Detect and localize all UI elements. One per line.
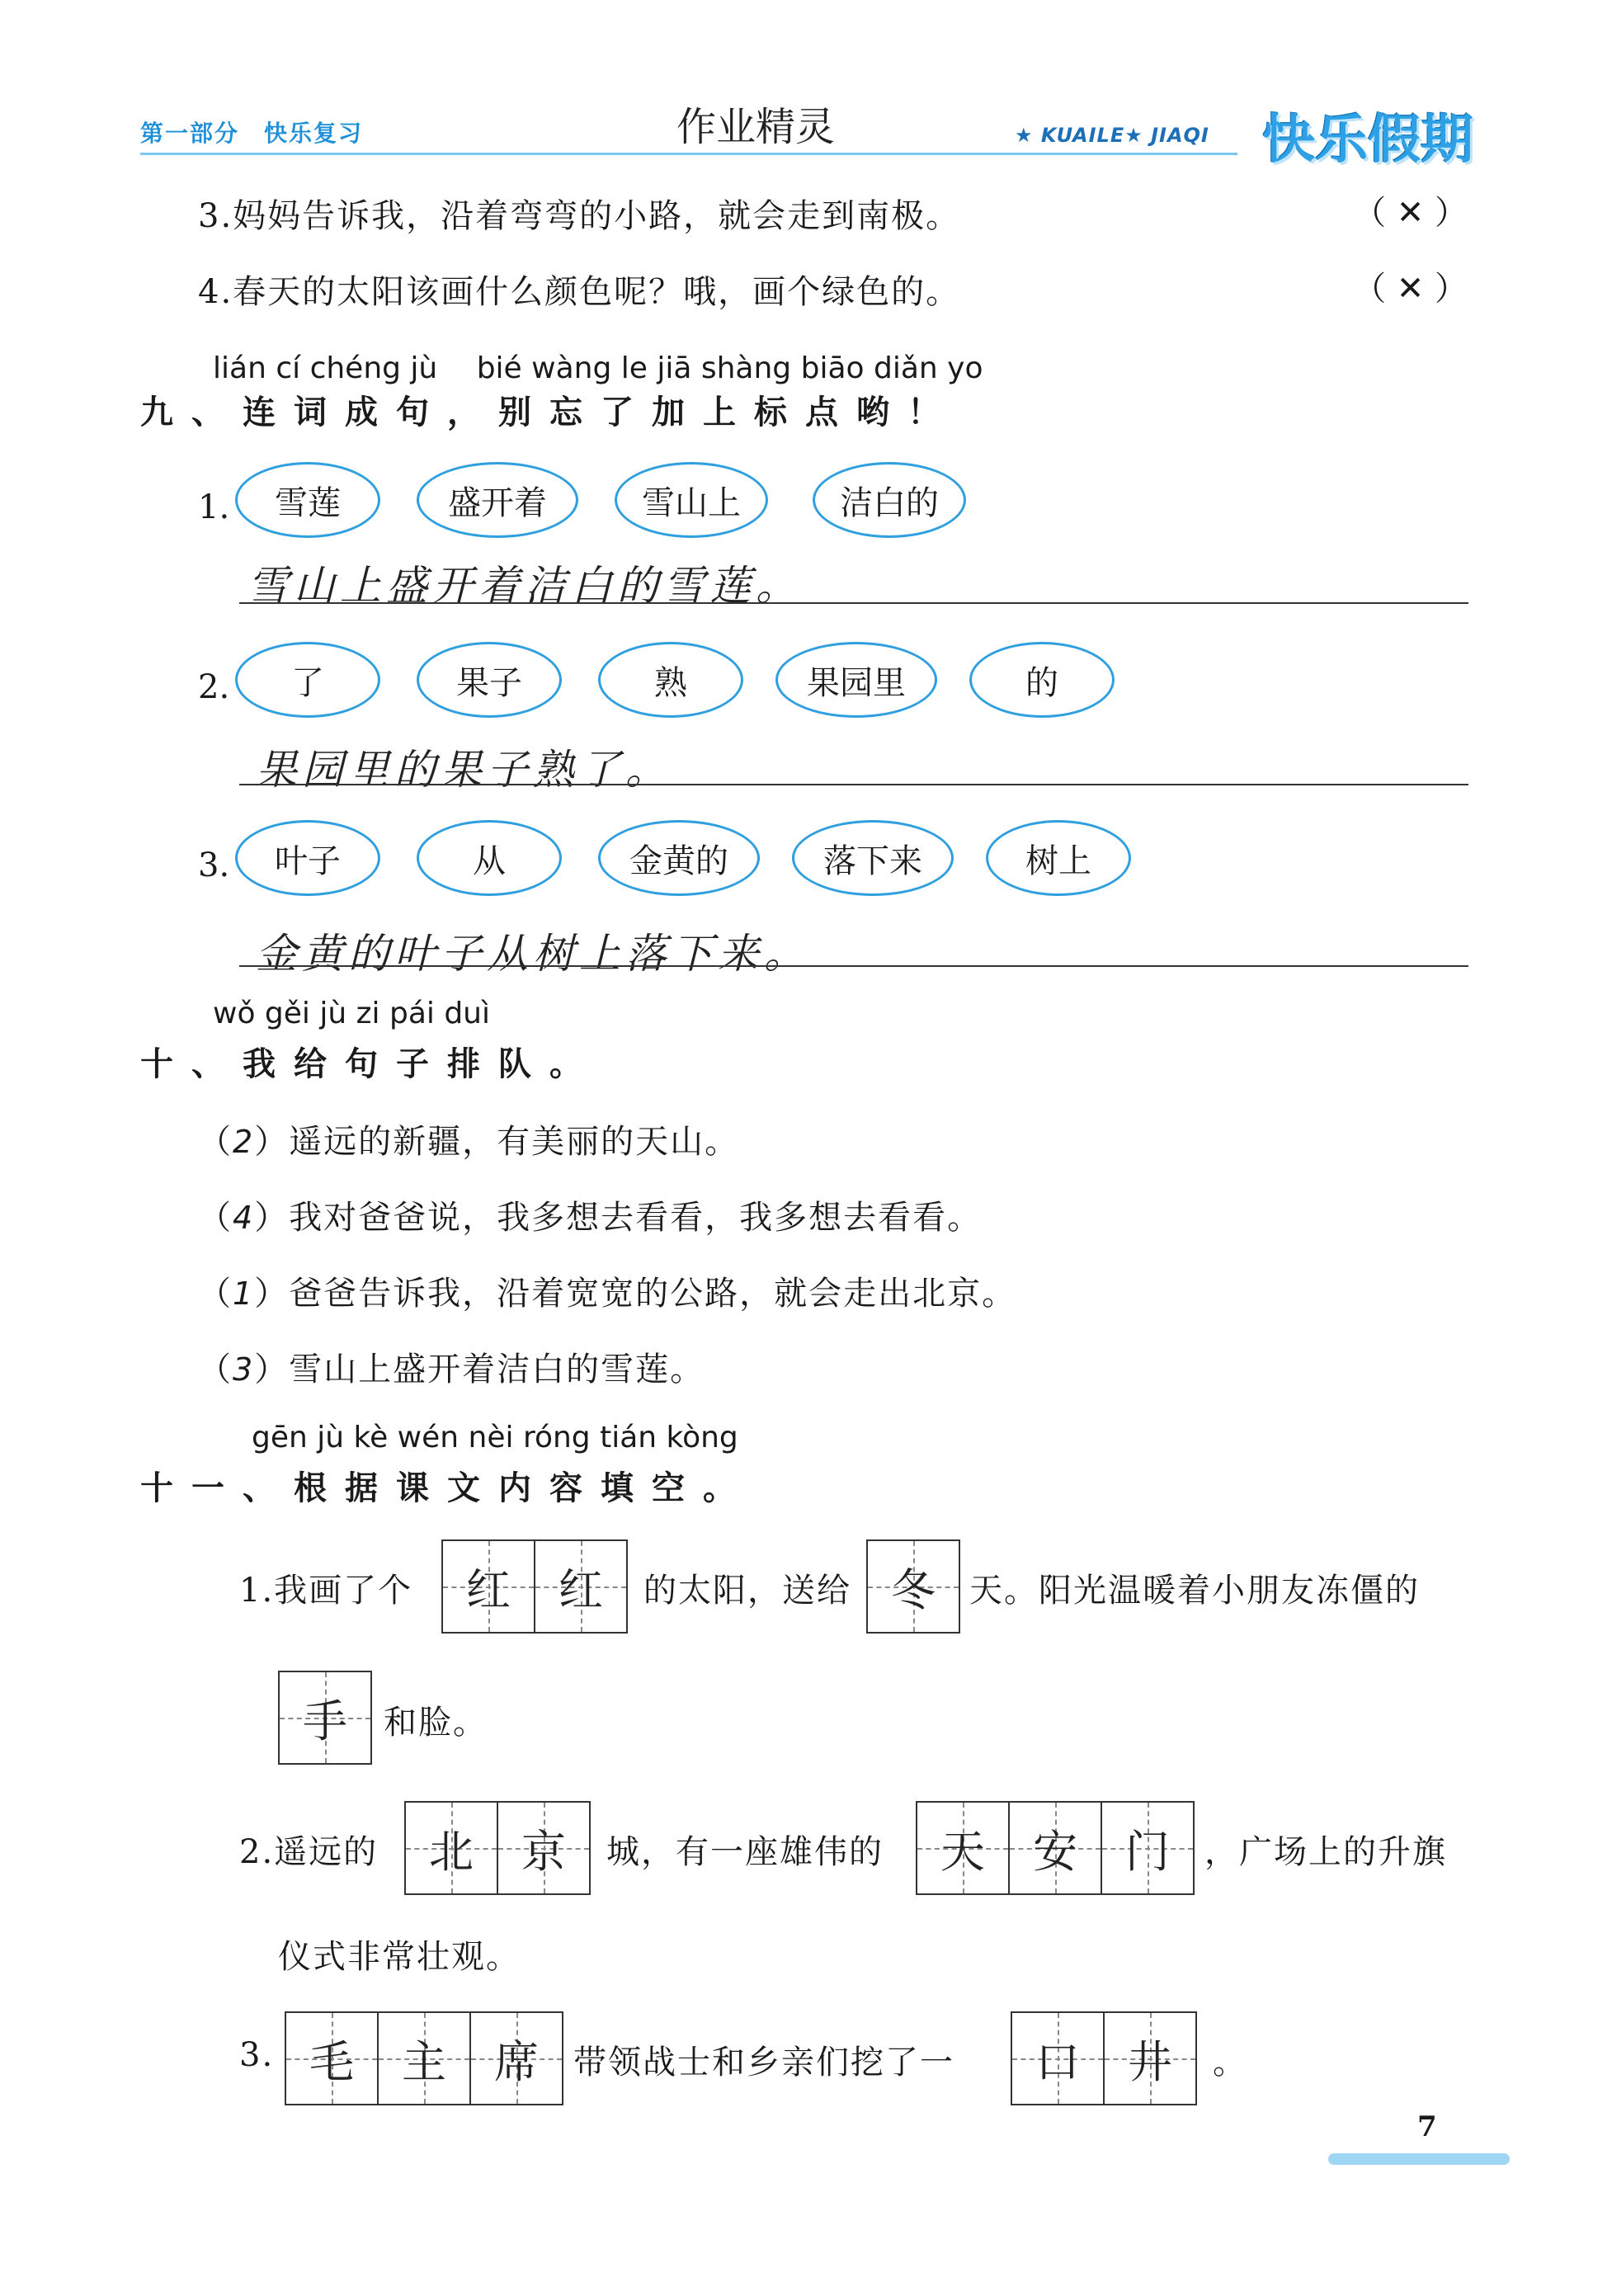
word-oval: 洁白的 <box>813 462 966 538</box>
fill-text: 2.遥远的 <box>239 1833 379 1871</box>
paren-close: ） <box>254 1199 290 1237</box>
char-grid <box>1011 2011 1197 2105</box>
char-cell: 主 <box>379 2013 471 2104</box>
word-oval: 果子 <box>417 642 562 718</box>
fill-text: 1.我画了个 <box>239 1572 413 1610</box>
char-cell: 京 <box>498 1803 589 1893</box>
sequence-text: 雪山上盛开着洁白的雪莲。 <box>289 1351 705 1388</box>
paren-open: （ <box>198 1275 233 1313</box>
sequence-text: 遥远的新疆，有美丽的天山。 <box>289 1123 740 1161</box>
fill-text: 。 <box>1213 2044 1247 2081</box>
word-oval: 金黄的 <box>598 820 760 896</box>
judge-mark-3: （ ✕ ） <box>1353 194 1468 232</box>
char-cell: 毛 <box>286 2013 379 2104</box>
word-oval: 的 <box>969 642 1115 718</box>
word-oval: 果园里 <box>775 642 937 718</box>
sec9-q2-answer: 果园里的果子熟了。 <box>256 746 672 794</box>
fill-text: 城，有一座雄伟的 <box>606 1833 884 1871</box>
word-oval: 从 <box>417 820 562 896</box>
char-cell: 天 <box>917 1803 1010 1893</box>
char-cell: 席 <box>471 2013 562 2104</box>
sequence-order: 3 <box>233 1351 255 1388</box>
char-cell: 红 <box>443 1541 535 1632</box>
judge-item-4: 4.春天的太阳该画什么颜色呢？哦，画个绿色的。 <box>198 273 961 311</box>
char-cell: 手 <box>280 1672 370 1763</box>
judge-mark-4: （ ✕ ） <box>1353 270 1468 308</box>
brand-logo: 快乐假期 <box>1262 110 1473 171</box>
paren-close: ） <box>254 1275 290 1313</box>
char-cell: 安 <box>1010 1803 1102 1893</box>
fill-text: 天。阳光温暖着小朋友冻僵的 <box>969 1572 1420 1610</box>
char-grid <box>441 1539 628 1634</box>
fill-text: 和脸。 <box>384 1704 488 1742</box>
judge-item-3: 3.妈妈告诉我，沿着弯弯的小路，就会走到南极。 <box>198 197 961 235</box>
sequence-order: 4 <box>233 1200 255 1236</box>
brand-english: ★ KUAILE★ JIAQI <box>1015 124 1209 147</box>
sec9-q1-num: 1. <box>198 488 230 526</box>
sec9-q3-answer: 金黄的叶子从树上落下来。 <box>256 930 810 978</box>
word-oval: 雪山上 <box>615 462 768 538</box>
char-grid <box>404 1801 591 1895</box>
fill-text: 的太阳，送给 <box>643 1572 851 1610</box>
char-cell: 北 <box>406 1803 498 1893</box>
section-label: 第一部分 快乐复习 <box>140 120 364 147</box>
sequence-order: 2 <box>233 1124 255 1160</box>
paren-open: （ <box>198 1351 233 1388</box>
sec9-title: 九、连词成句，别忘了加上标点哟！ <box>140 394 959 431</box>
word-oval: 树上 <box>986 820 1131 896</box>
fill-text: ，广场上的升旗 <box>1204 1833 1447 1871</box>
paren-close: ） <box>254 1351 290 1388</box>
word-oval: 盛开着 <box>417 462 578 538</box>
char-cell: 口 <box>1012 2013 1105 2104</box>
word-oval: 了 <box>235 642 380 718</box>
fill-text: 带领战士和乡亲们挖了一 <box>573 2044 954 2081</box>
sec10-pinyin: wǒ gěi jù zi pái duì <box>213 997 490 1030</box>
word-oval: 雪莲 <box>235 462 380 538</box>
sec11-title: 十一、根据课文内容填空。 <box>140 1469 754 1507</box>
sequence-order: 1 <box>233 1275 255 1312</box>
page-number: 7 <box>1417 2110 1437 2143</box>
sequence-text: 我对爸爸说，我多想去看看，我多想去看看。 <box>289 1199 983 1237</box>
sec11-pinyin: gēn jù kè wén nèi róng tián kòng <box>252 1421 738 1454</box>
word-oval: 熟 <box>598 642 743 718</box>
char-cell: 冬 <box>868 1541 959 1632</box>
paren-open: （ <box>198 1123 233 1161</box>
sequence-item-2 <box>198 1191 982 1238</box>
header-divider <box>140 153 1237 155</box>
sec9-q2-num: 2. <box>198 668 230 706</box>
char-cell: 红 <box>535 1541 626 1632</box>
char-cell: 门 <box>1102 1803 1193 1893</box>
sec9-pinyin: lián cí chéng jù bié wàng le jiā shàng biāo diǎn yo <box>213 351 983 385</box>
header-watermark: 作业精灵 <box>676 104 836 150</box>
char-grid <box>916 1801 1195 1895</box>
sequence-item-1 <box>198 1115 739 1162</box>
answer-line <box>239 784 1468 785</box>
fill-text: 3. <box>239 2036 275 2074</box>
word-oval: 叶子 <box>235 820 380 896</box>
sequence-text: 爸爸告诉我，沿着宽宽的公路，就会走出北京。 <box>289 1275 1017 1313</box>
answer-line <box>239 965 1468 967</box>
sequence-item-3 <box>198 1267 1016 1314</box>
answer-line <box>239 602 1468 604</box>
sec10-title: 十、我给句子排队。 <box>140 1045 601 1083</box>
char-cell: 井 <box>1105 2013 1195 2104</box>
sec9-q1-answer: 雪山上盛开着洁白的雪莲。 <box>247 562 802 610</box>
fill-text: 仪式非常壮观。 <box>278 1938 521 1976</box>
char-grid <box>278 1671 372 1765</box>
paren-close: ） <box>254 1123 290 1161</box>
sequence-item-4 <box>198 1343 705 1390</box>
char-grid <box>866 1539 960 1634</box>
paren-open: （ <box>198 1199 233 1237</box>
word-oval: 落下来 <box>792 820 954 896</box>
sec9-q3-num: 3. <box>198 846 230 884</box>
char-grid <box>285 2011 563 2105</box>
footer-wave <box>1328 2153 1510 2165</box>
